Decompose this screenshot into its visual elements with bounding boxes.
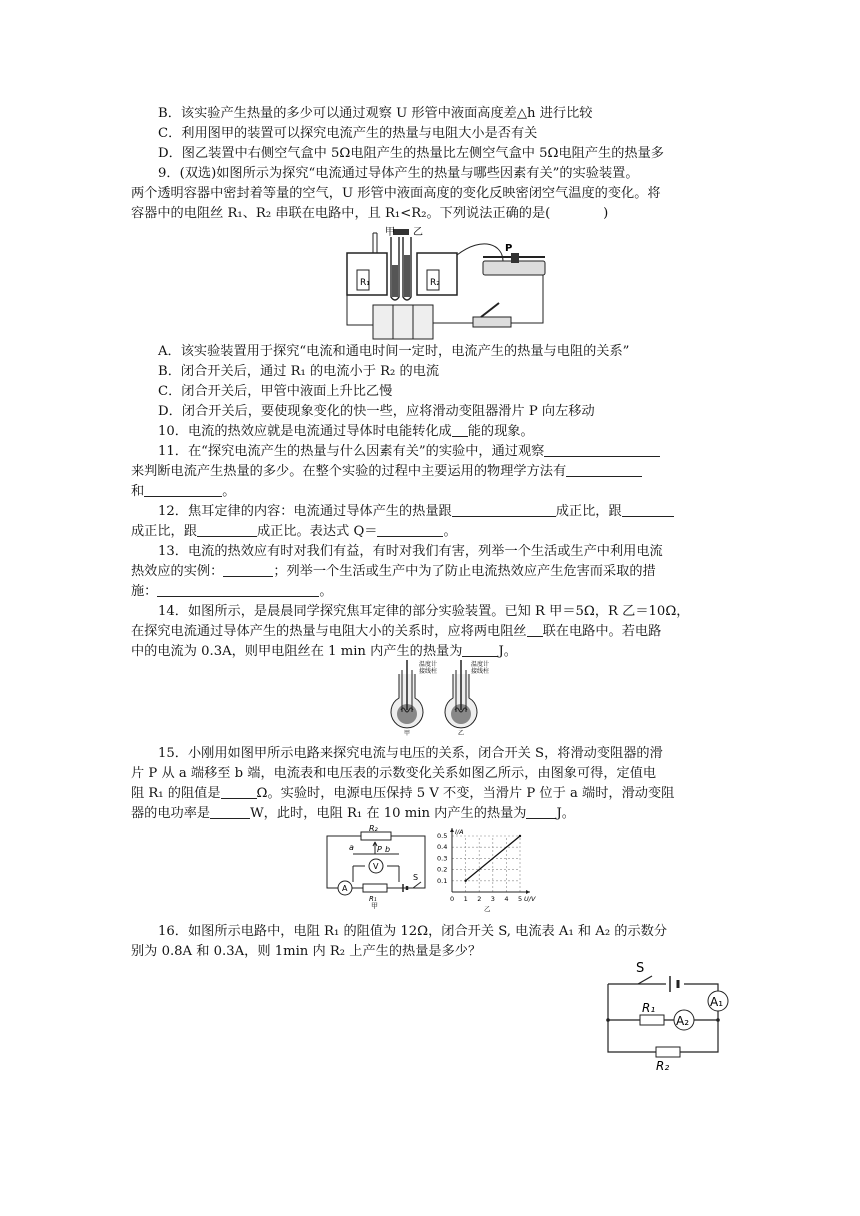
x-tick-label: 4	[504, 895, 509, 903]
y-tick-label: 0.3	[437, 854, 448, 863]
q15-line4	[131, 804, 731, 824]
q14-thermometer-label-1: 温度计	[419, 661, 438, 668]
q13-text-d: 施：	[131, 584, 158, 599]
y-tick-label: 0.1	[437, 876, 448, 885]
x-tick-label: 3	[490, 895, 495, 903]
q15-text-f: W，此时，电阻 R₁ 在 10 min 内产生的热量为	[250, 806, 527, 821]
x-tick-label: 2	[477, 895, 482, 903]
q11-line1	[158, 442, 758, 462]
q13-text-b: 热效应的实例：	[131, 564, 224, 579]
q14-blank-2[interactable]	[462, 642, 498, 657]
q15-blank-3[interactable]	[526, 804, 556, 819]
q9-stem-line2: 两个透明容器中密封着等量的空气，U 形管中液面高度的变化反映密闭空气温度的变化。将	[131, 186, 661, 201]
q15-text-e: 器的电功率是	[131, 806, 211, 821]
q9-battery	[373, 305, 433, 339]
q15-circuit-figure	[323, 824, 433, 904]
q8-option-c: C．利用图甲的装置可以探究电流产生的热量与电阻大小是否有关	[158, 126, 538, 141]
q9-rheostat-slider	[511, 253, 519, 263]
q16-circuit-figure	[600, 960, 740, 1072]
q9-option-c: C．闭合开关后，甲管中液面上升比乙慢	[158, 384, 393, 399]
q11-text-b: 来判断电流产生热量的多少。在整个实验的过程中主要运用的物理学方法有	[131, 464, 567, 479]
q11-line2	[131, 462, 731, 482]
q11-text-d: 。	[222, 484, 236, 499]
q10-blank[interactable]	[452, 422, 468, 437]
q8-option-d: D．图乙装置中右侧空气盒中 5Ω电阻产生的热量比左侧空气盒中 5Ω电阻产生的热量多	[158, 146, 664, 161]
q12-blank-1[interactable]	[452, 502, 556, 517]
x-tick-label: 5	[518, 895, 523, 903]
q14-jia-label: 甲	[404, 730, 411, 736]
q15-b-end-label: b	[385, 845, 391, 854]
q15-jia-caption: 甲	[371, 902, 378, 910]
q16-r1-label: R₁	[642, 1001, 656, 1015]
q15-iv-chart	[430, 826, 540, 912]
q13-blank-2[interactable]	[157, 582, 319, 597]
q16-s-label: S	[636, 961, 645, 976]
q13-text-c: ；列举一个生活或生产中为了防止电流热效应产生危害而采取的措	[273, 564, 656, 579]
q9-stem-line1: 9．(双选)如图所示为探究“电流通过导体产生的热量与哪些因素有关”的实验装置。	[158, 166, 639, 181]
q10-text-a: 10．电流的热效应就是电流通过导体时电能转化成	[158, 424, 452, 439]
q12-text-a: 12．焦耳定律的内容：电流通过导体产生的热量跟	[158, 504, 452, 519]
q9-jia-label: 甲	[385, 227, 395, 238]
y-tick-label: 0.2	[437, 865, 448, 874]
q14-text-e: J。	[498, 644, 517, 659]
q9-apparatus-figure	[343, 225, 553, 343]
q15-line2: 片 P 从 a 端移至 b 端，电流表和电压表的示数变化关系如图乙所示，由图象可得，定值电	[131, 766, 657, 781]
q15-s-label: S	[413, 873, 419, 882]
q13-line3	[131, 582, 731, 602]
q13-line2	[131, 562, 731, 582]
q15-ammeter-label: A	[342, 884, 348, 893]
iv-data-point	[464, 880, 466, 882]
q15-r2-rheostat	[361, 832, 391, 840]
q14-thermometer-label-2: 温度计	[471, 661, 490, 668]
q8-option-b: B．该实验产生热量的多少可以通过观察 U 形管中液面高度差△h 进行比较	[158, 106, 593, 121]
q9-switch	[473, 317, 511, 327]
chart-caption: 乙	[484, 905, 491, 912]
iv-data-point	[519, 835, 521, 837]
q14-line1: 14．如图所示，是晨晨同学探究焦耳定律的部分实验装置。已知 R 甲＝5Ω，R 乙＝10Ω，	[158, 604, 690, 619]
y-tick-label: 0.4	[437, 843, 448, 852]
q10-text	[158, 422, 758, 442]
q12-text-b: 成正比，跟	[555, 504, 622, 519]
q9-p-label: P	[505, 243, 513, 254]
q15-line1: 15．小刚用如图甲所示电路来探究电流与电压的关系，闭合开关 S，将滑动变阻器的滑	[158, 746, 663, 761]
q15-p-label: P	[377, 845, 382, 854]
q12-line2	[131, 522, 731, 542]
q14-post-label-2: 接线柱	[471, 668, 490, 675]
q15-r1-resistor	[363, 884, 387, 892]
q13-text-e: 。	[319, 584, 333, 599]
q11-text-c: 和	[131, 484, 145, 499]
q9-option-d: D．闭合开关后，要使现象变化的快一些，应将滑动变阻器滑片 P 向左移动	[158, 404, 595, 419]
q13-blank-1[interactable]	[223, 562, 273, 577]
q9-r1-label: R₁	[360, 278, 370, 288]
q15-blank-2[interactable]	[210, 804, 250, 819]
y-tick-label: 0.5	[437, 832, 448, 840]
q13-line1: 13．电流的热效应有时对我们有益，有时对我们有害，列举一个生活或生产中利用电流	[158, 544, 663, 559]
q14-line3	[131, 642, 731, 662]
q16-r2-resistor	[656, 1047, 680, 1057]
q9-option-b: B．闭合开关后，通过 R₁ 的电流小于 R₂ 的电流	[158, 364, 440, 379]
q16-a2-label: A₂	[676, 1014, 690, 1028]
q15-voltmeter-label: V	[373, 862, 379, 871]
q11-blank-1[interactable]	[544, 442, 660, 457]
q12-blank-3[interactable]	[197, 522, 257, 537]
q12-blank-4[interactable]	[377, 522, 443, 537]
q16-a1-label: A₁	[710, 995, 724, 1009]
q11-line3	[131, 482, 731, 502]
x-tick-label: 0	[450, 895, 455, 903]
q16-r1-resistor	[640, 1015, 664, 1025]
q14-text-b: 在探究电流通过导体产生的热量与电阻大小的关系时，应将两电阻丝	[131, 624, 527, 639]
q11-blank-3[interactable]	[144, 482, 222, 497]
q9-stem-line3: 容器中的电阻丝 R₁、R₂ 串联在电路中，且 R₁<R₂。下列说法正确的是( )	[131, 206, 609, 221]
q14-post-label-1: 接线柱	[419, 668, 438, 675]
q12-text-c: 成正比，跟	[131, 524, 197, 539]
q14-yi-label: 乙	[458, 730, 465, 736]
q15-line3	[131, 784, 731, 804]
y-axis-label: I/A	[455, 828, 464, 836]
q15-r2-label: R₂	[369, 824, 378, 833]
q16-switch	[638, 976, 652, 984]
q15-blank-1[interactable]	[221, 784, 257, 799]
q12-text-d: 成正比。表达式 Q＝	[256, 524, 378, 539]
q11-text-a: 11．在“探究电流产生的热量与什么因素有关”的实验中，通过观察	[158, 444, 545, 459]
q15-a-end-label: a	[349, 843, 354, 852]
q12-line1	[158, 502, 758, 522]
q12-text-e: 。	[443, 524, 457, 539]
q11-blank-2[interactable]	[566, 462, 642, 477]
q14-blank-1[interactable]	[527, 622, 543, 637]
y-axis-arrow	[450, 828, 454, 832]
q15-text-c: 阻 R₁ 的阻值是	[131, 786, 221, 801]
q14-line2	[131, 622, 731, 642]
q9-rheostat	[483, 261, 545, 275]
q14-flask-figure	[385, 660, 495, 736]
q15-switch	[413, 882, 421, 888]
q15-r1-label: R₁	[369, 895, 377, 903]
q9-yi-label: 乙	[413, 227, 423, 238]
q16-line2: 别为 0.8A 和 0.3A，则 1min 内 R₂ 上产生的热量是多少？	[131, 944, 482, 959]
q16-r2-label: R₂	[656, 1059, 670, 1072]
x-tick-label: 1	[463, 895, 468, 903]
q9-option-a: A．该实验装置用于探究“电流和通电时间一定时，电流产生的热量与电阻的关系”	[158, 344, 630, 359]
q10-text-b: 能的现象。	[467, 424, 534, 439]
q14-text-c: 联在电路中。若电路	[542, 624, 662, 639]
q9-r2-label: R₂	[430, 278, 440, 288]
q15-text-g: J。	[556, 806, 575, 821]
q15-text-d: Ω。实验时，电源电压保持 5 V 不变，当滑片 P 位于 a 端时，滑动变阻	[256, 786, 675, 801]
q16-line1: 16．如图所示电路中，电阻 R₁ 的阻值为 12Ω，闭合开关 S, 电流表 A₁ 和 A₂ 的示数分	[158, 924, 668, 939]
x-axis-arrow	[526, 890, 530, 894]
q12-blank-2[interactable]	[622, 502, 674, 517]
x-axis-label: U/V	[524, 895, 536, 903]
q14-text-d: 中的电流为 0.3A，则甲电阻丝在 1 min 内产生的热量为	[131, 644, 463, 659]
